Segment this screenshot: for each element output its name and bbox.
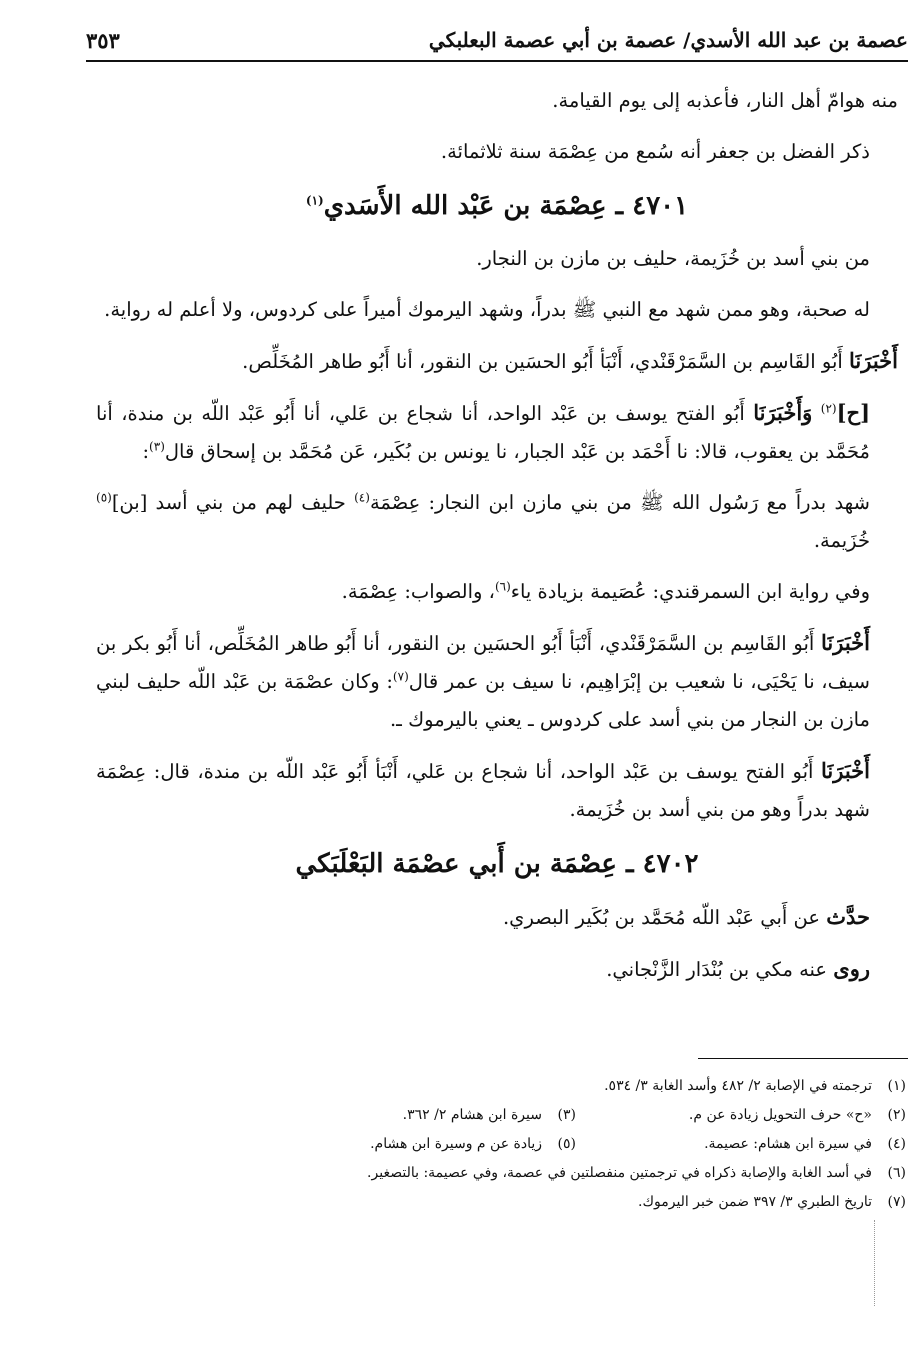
- paragraph-fadl: ذكر الفضل بن جعفر أنه سُمع من عِصْمَة سنة ثلاثمائة.: [440, 140, 870, 163]
- entry-heading-4701: [96, 184, 898, 228]
- paragraph-nasab: من بني أسد بن خُزَيمة، حليف بن مازن بن النجار.: [476, 247, 870, 270]
- footnote-number: (٧): [887, 1194, 906, 1210]
- entry-heading-4702: [96, 842, 898, 886]
- keyword-rawa: روى: [833, 956, 870, 981]
- badr-text-a: شهد بدراً مع رَسُول الله ﷺ من بني مازن ابن النجار: عِصْمَة: [369, 491, 871, 514]
- paragraph-badr: [96, 484, 898, 560]
- paragraph-rawa: [96, 950, 898, 989]
- footnote-ref: (٦): [494, 579, 511, 594]
- keyword-haddath: حدَّث: [826, 904, 870, 929]
- footnote-number: (٣): [557, 1107, 576, 1123]
- keyword-akhbarana: أَخْبَرَنَا: [849, 348, 898, 373]
- footnote-text: سيرة ابن هشام ٢/ ٣٦٢.: [402, 1107, 542, 1123]
- scan-margin-mark: [874, 1220, 877, 1306]
- paragraph-isnad-4: [96, 752, 898, 829]
- footnote-4: [576, 1132, 906, 1156]
- footnote-text: ترجمته في الإصابة ٢/ ٤٨٢ وأسد الغابة ٣/ ٥٣٤.: [604, 1078, 872, 1094]
- footnote-number: (٢): [887, 1107, 906, 1123]
- paragraph-isnad-1: [96, 342, 898, 381]
- footnote-row-2-3: [96, 1103, 906, 1127]
- footnotes: [96, 1074, 906, 1219]
- footnote-7: [96, 1190, 906, 1214]
- haddath-text: عن أَبي عَبْد اللّه مُحَمَّد بن بُكَير البصري.: [502, 906, 821, 929]
- paragraph-intro: منه هوامّ أهل النار، فأعذبه إلى يوم القيامة.: [552, 89, 898, 112]
- paragraph-isnad-2: [96, 394, 898, 471]
- footnote-ref: (٣): [149, 439, 165, 454]
- footnote-6: [96, 1161, 906, 1185]
- paragraph-haddath: [96, 898, 898, 937]
- keyword-wa-akhbarana: وَأَخْبَرَنَا: [753, 400, 813, 425]
- footnote-text: «ح» حرف التحويل زيادة عن م.: [688, 1107, 872, 1123]
- isnad-text: أَبُو الفتح يوسف بن عَبْد الواحد، أنا شجاع بن عَلي، أنا أَبُو عَبْد اللّه بن مندة، أنا مُحَمَّد بن يعقوب، قالا: نا أَحْمَد بن عَبْد الجبار، نا يونس بن بُكَير، عَن مُحَمَّد بن إسحاق قال: [96, 402, 870, 463]
- entry-number: ٤٧٠٢: [642, 849, 699, 879]
- running-header: [86, 22, 908, 62]
- paragraph-suhba: له صحبة، وهو ممن شهد مع النبي ﷺ بدراً، وشهد اليرموك أميراً على كردوس، ولا أعلم له رواية.: [104, 298, 870, 321]
- footnote-1: [96, 1074, 906, 1098]
- keyword-akhbarana: أَخْبَرَنَا: [821, 758, 870, 783]
- keyword-akhbarana: أَخْبَرَنَا: [821, 630, 870, 655]
- footnote-ref: (١): [305, 193, 324, 208]
- footnote-text: تاريخ الطبري ٣/ ٣٩٧ ضمن خبر اليرموك.: [638, 1194, 872, 1210]
- footnote-number: (١): [887, 1078, 906, 1094]
- footnote-number: (٦): [887, 1165, 906, 1181]
- running-title: عصمة بن عبد الله الأسدي/ عصمة بن أبي عصمة البعلبكي: [428, 28, 908, 52]
- isnad-text: أَبُو القَاسِم بن السَّمَرْقَنْدي، أَنْبَأ أَبُو الحسَين بن النقور، أنا أَبُو طاهر المُخَلِّص.: [242, 350, 843, 373]
- keyword-tahwil: [ح]: [836, 400, 871, 425]
- badr-text-b: حليف لهم من بني أسد [بن]: [111, 491, 346, 514]
- riwaya-text-a: وفي رواية ابن السمرقندي: عُصَيمة بزيادة ياء: [510, 580, 870, 603]
- paragraph-isnad-3: [96, 624, 898, 739]
- paragraph-riwaya: [96, 573, 898, 611]
- main-text: [96, 82, 898, 1002]
- page-number: ٣٥٣: [86, 28, 120, 53]
- footnote-divider: [698, 1058, 908, 1059]
- footnote-2: [576, 1103, 906, 1127]
- footnote-row-4-5: [96, 1132, 906, 1156]
- entry-number: ٤٧٠١: [632, 191, 689, 221]
- riwaya-text-b: ، والصواب: عِصْمَة.: [341, 580, 495, 603]
- entry-name: ـ عِصْمَة بن عَبْد الله الأَسَدي: [323, 191, 624, 221]
- isnad-text-a: أَبُو القَاسِم بن السَّمَرْقَنْدي، أَنْبَأ أَبُو الحسَين بن النقور، أنا أَبُو طاهر المُخَلِّص، أنا أَبُو بكر بن سيف، نا يَحْيَى، نا شعيب بن إبْرَاهِيم، نا سيف بن عمر قال: [96, 632, 870, 693]
- footnote-number: (٤): [887, 1136, 906, 1152]
- footnote-5: [246, 1132, 576, 1156]
- isnad-text-b: : وكان عصْمَة بن عَبْد اللّه حليف لبني مازن بن النجار من بني أسد على كردوس ـ يعني باليرموك ـ.: [96, 670, 870, 731]
- footnote-text: زيادة عن م وسيرة ابن هشام.: [370, 1136, 542, 1152]
- rawa-text: عنه مكي بن بُنْدَار الزَّنْجاني.: [606, 958, 828, 981]
- footnote-number: (٥): [557, 1136, 576, 1152]
- footnote-ref: (٢): [820, 401, 837, 416]
- isnad-text: أَبُو الفتح يوسف بن عَبْد الواحد، أنا شجاع بن عَلي، أَنْبَأ أَبُو عَبْد اللّه بن مندة، قال: عِصْمَة شهد بدراً وهو من بني أسد بن خُزَيمة.: [96, 760, 870, 821]
- footnote-3: [246, 1103, 576, 1127]
- footnote-text: في أسد الغابة والإصابة ذكراه في ترجمتين منفصلتين في عصمة، وفي عصيمة: بالتصغير.: [367, 1165, 872, 1181]
- entry-name: ـ عِصْمَة بن أَبي عصْمَة البَعْلَبَكي: [295, 849, 634, 879]
- isnad-end: :: [142, 440, 150, 463]
- footnote-text: في سيرة ابن هشام: عصيمة.: [704, 1136, 872, 1152]
- badr-text-c: خُزَيمة.: [813, 529, 870, 552]
- footnote-ref: (٥): [96, 490, 112, 505]
- footnote-ref: (٤): [354, 490, 370, 505]
- footnote-ref: (٧): [392, 669, 409, 684]
